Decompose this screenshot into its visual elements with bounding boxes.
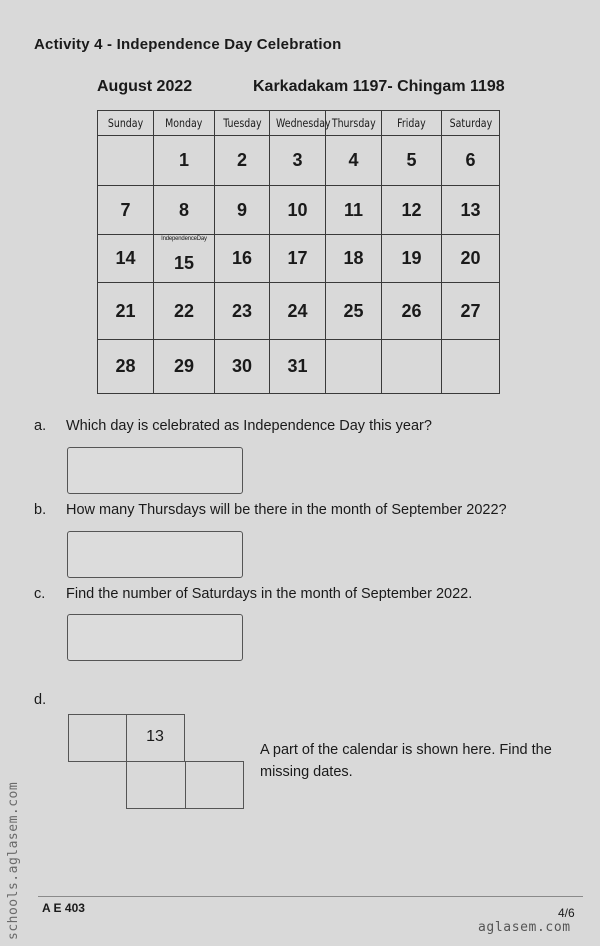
date-cell: 13 <box>442 186 500 235</box>
date-cell: 10 <box>270 186 326 235</box>
bottom-watermark: aglasem.com <box>478 920 571 935</box>
date-cell: 9 <box>215 186 270 235</box>
date-cell: 7 <box>98 186 154 235</box>
date-cell: 16 <box>215 235 270 283</box>
date-cell <box>442 340 500 394</box>
date-number: 15 <box>173 253 195 273</box>
date-cell <box>98 136 154 186</box>
answer-box-a[interactable] <box>67 447 243 494</box>
date-cell: 4 <box>326 136 382 186</box>
activity-title: Activity 4 - Independence Day Celebration <box>34 36 342 53</box>
date-cell: 2 <box>215 136 270 186</box>
date-cell <box>326 340 382 394</box>
date-cell: 22 <box>154 283 215 340</box>
date-cell: 26 <box>382 283 442 340</box>
date-cell-independence-day <box>154 235 215 283</box>
question-letter: a. <box>34 418 47 434</box>
date-cell: 1 <box>154 136 215 186</box>
date-cell: 25 <box>326 283 382 340</box>
date-cell: 3 <box>270 136 326 186</box>
date-cell: 12 <box>382 186 442 235</box>
date-cell: 27 <box>442 283 500 340</box>
answer-box-b[interactable] <box>67 531 243 578</box>
question-text: Which day is celebrated as Independence Day this year? <box>66 418 432 434</box>
question-text: Find the number of Saturdays in the month of September 2022. <box>66 586 473 602</box>
date-cell: 29 <box>154 340 215 394</box>
date-cell: 23 <box>215 283 270 340</box>
day-header-saturday: Saturday <box>442 111 500 136</box>
date-cell: 30 <box>215 340 270 394</box>
answer-box-c[interactable] <box>67 614 243 661</box>
date-cell: 5 <box>382 136 442 186</box>
calendar-week-2 <box>98 186 500 235</box>
date-cell: 24 <box>270 283 326 340</box>
date-cell: 31 <box>270 340 326 394</box>
calendar-week-1 <box>98 136 500 186</box>
date-cell: 21 <box>98 283 154 340</box>
calendar-week-4 <box>98 283 500 340</box>
calendar-part-shown-date: 13 <box>146 728 164 745</box>
date-cell: 11 <box>326 186 382 235</box>
question-letter: d. <box>34 692 47 708</box>
date-cell: 8 <box>154 186 215 235</box>
day-header-monday: Monday <box>154 111 215 136</box>
question-d-text: A part of the calendar is shown here. Find the missing dates. <box>260 742 552 780</box>
day-header-tuesday: Tuesday <box>215 111 270 136</box>
date-cell: 28 <box>98 340 154 394</box>
side-watermark: schools.aglasem.com <box>6 781 21 940</box>
page-number: 4/6 <box>558 906 575 920</box>
calendar-week-3 <box>98 235 500 283</box>
date-cell: 17 <box>270 235 326 283</box>
paper-code: A E 403 <box>42 901 85 915</box>
calendar-month-label: August 2022 <box>97 78 193 95</box>
question-text: How many Thursdays will be there in the month of September 2022? <box>66 502 507 518</box>
date-cell <box>382 340 442 394</box>
calendar-malayalam-label: Karkadakam 1197- Chingam 1198 <box>253 78 505 95</box>
day-header-wednesday: Wednesday <box>270 111 326 136</box>
footer-divider <box>38 896 583 897</box>
date-cell: 14 <box>98 235 154 283</box>
calendar-week-5 <box>98 340 500 394</box>
date-cell: 19 <box>382 235 442 283</box>
calendar-part-missing-cell[interactable] <box>185 761 244 809</box>
calendar-part-missing-cell[interactable] <box>126 761 186 809</box>
august-calendar <box>97 110 500 394</box>
holiday-label: IndependenceDay <box>161 236 207 242</box>
date-cell: 18 <box>326 235 382 283</box>
date-cell: 20 <box>442 235 500 283</box>
day-header-friday: Friday <box>382 111 442 136</box>
question-letter: c. <box>34 586 46 602</box>
calendar-header-row <box>98 111 500 136</box>
date-cell: 6 <box>442 136 500 186</box>
calendar-part-missing-cell[interactable] <box>68 714 127 762</box>
question-letter: b. <box>34 502 47 518</box>
day-header-sunday: Sunday <box>98 111 154 136</box>
day-header-thursday: Thursday <box>326 111 382 136</box>
